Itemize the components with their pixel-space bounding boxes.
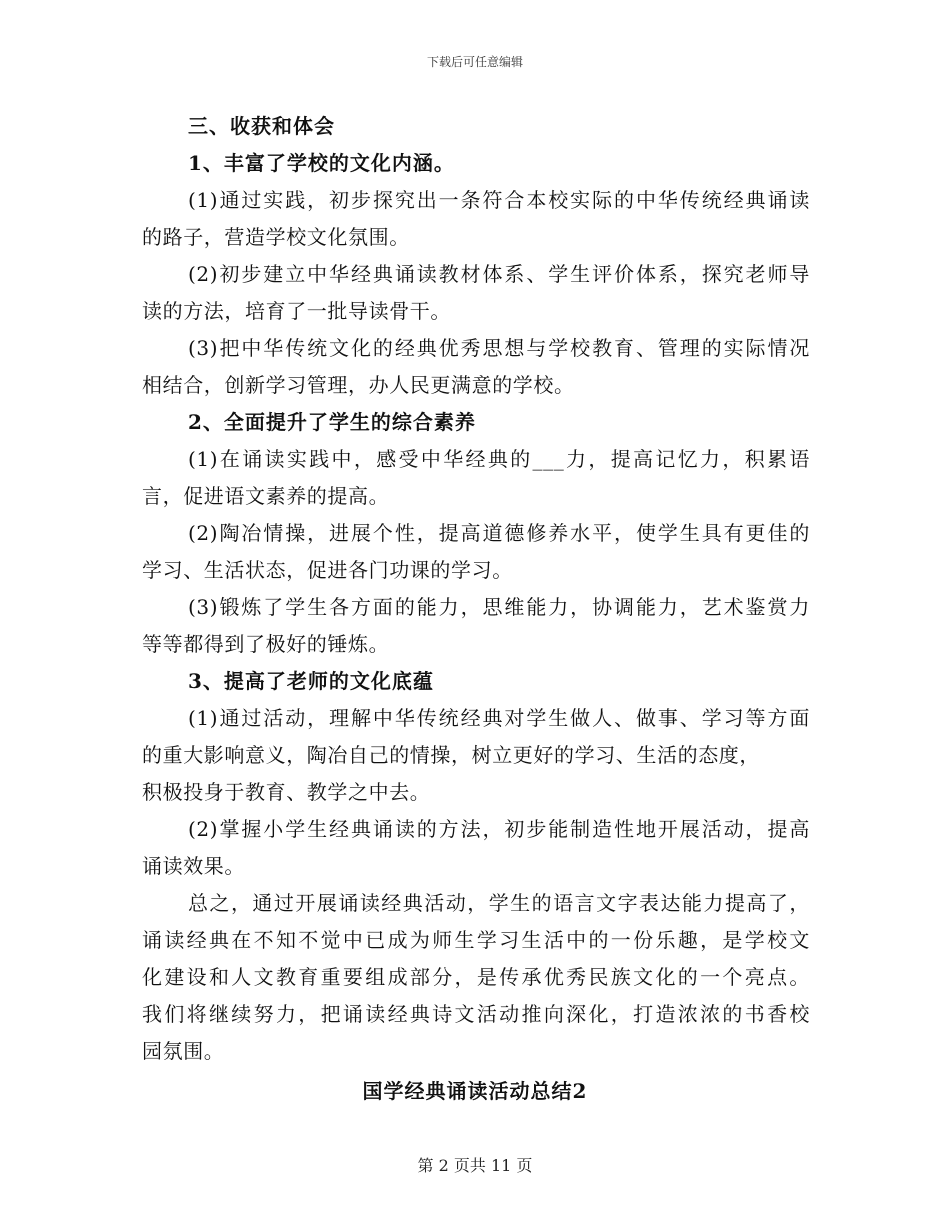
paragraph-line: 相结合，创新学习管理，办人民更满意的学校。 bbox=[142, 373, 575, 397]
paragraph-line: 化建设和人文教育重要组成部分，是传承优秀民族文化的一个亮点。 bbox=[142, 965, 810, 989]
paragraph-line: (2)初步建立中华经典诵读教材体系、学生评价体系，探究老师导 bbox=[188, 262, 810, 286]
paragraph-line: (3)锻炼了学生各方面的能力，思维能力，协调能力，艺术鉴赏力 bbox=[188, 595, 810, 619]
paragraph-line: (1)通过活动，理解中华传统经典对学生做人、做事、学习等方面 bbox=[188, 706, 810, 730]
paragraph-line: 学习、生活状态，促进各门功课的学习。 bbox=[142, 558, 513, 582]
paragraph-line: 诵读经典在不知不觉中已成为师生学习生活中的一份乐趣，是学校文 bbox=[142, 928, 810, 952]
subheading-students: 2、全面提升了学生的综合素养 bbox=[188, 410, 476, 434]
paragraph-line: (3)把中华传统文化的经典优秀思想与学校教育、管理的实际情况 bbox=[188, 336, 810, 360]
document-body bbox=[142, 108, 810, 1070]
paragraph-line: (1)在诵读实践中，感受中华经典的___力，提高记忆力，积累语 bbox=[188, 447, 810, 471]
paragraph-line: 的重大影响意义，陶冶自己的情操，树立更好的学习、生活的态度， bbox=[142, 743, 760, 767]
paragraph-line: (2)陶冶情操，进展个性，提高道德修养水平，使学生具有更佳的 bbox=[188, 521, 810, 545]
paragraph-line: (2)掌握小学生经典诵读的方法，初步能制造性地开展活动，提高 bbox=[188, 817, 810, 841]
paragraph-line: (1)通过实践，初步探究出一条符合本校实际的中华传统经典诵读 bbox=[188, 188, 810, 212]
section-heading-harvest: 三、收获和体会 bbox=[188, 114, 335, 138]
paragraph-line: 诵读效果。 bbox=[142, 854, 245, 878]
paragraph-line: 总之，通过开展诵读经典活动，学生的语言文字表达能力提高了， bbox=[188, 891, 810, 915]
paragraph-line: 的路子，营造学校文化氛围。 bbox=[142, 225, 410, 249]
paragraph-line: 积极投身于教育、教学之中去。 bbox=[142, 780, 431, 804]
paragraph-line: 我们将继续努力，把诵读经典诗文活动推向深化，打造浓浓的书香校 bbox=[142, 1002, 810, 1026]
paragraph-line: 读的方法，培育了一批导读骨干。 bbox=[142, 299, 451, 323]
download-note: 下载后可任意编辑 bbox=[426, 55, 523, 69]
paragraph-line: 等等都得到了极好的锤炼。 bbox=[142, 632, 390, 656]
paragraph-line: 言，促进语文素养的提高。 bbox=[142, 484, 390, 508]
page-number: 第 2 页共 11 页 bbox=[417, 1156, 533, 1175]
next-section-title: 国学经典诵读活动总结2 bbox=[362, 1079, 588, 1103]
subheading-teachers: 3、提高了老师的文化底蕴 bbox=[188, 669, 434, 693]
paragraph-line: 园氛围。 bbox=[142, 1039, 225, 1063]
subheading-culture: 1、丰富了学校的文化内涵。 bbox=[188, 151, 455, 175]
